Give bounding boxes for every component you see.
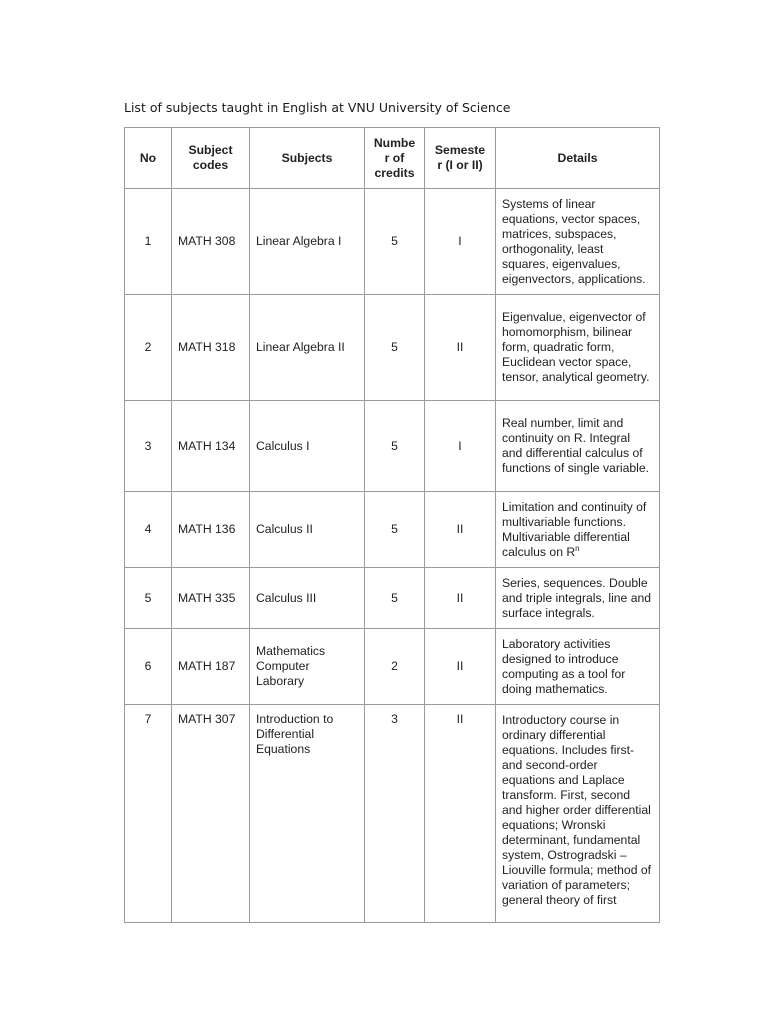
cell-credits: 5 <box>365 401 425 492</box>
cell-code: MATH 134 <box>172 401 250 492</box>
table-row <box>125 295 660 401</box>
superscript-n: n <box>575 543 580 553</box>
cell-credits: 5 <box>365 492 425 568</box>
cell-semester: II <box>425 705 496 923</box>
table-row <box>125 568 660 629</box>
cell-no: 2 <box>125 295 172 401</box>
table-row <box>125 629 660 705</box>
table-row <box>125 401 660 492</box>
cell-details: Real number, limit and continuity on R. Integral and differential calculus of functions of single variable. <box>496 401 660 492</box>
cell-details: Introductory course in ordinary differential equations. Includes first- and second-order equations and Laplace transform. First, second and higher order differential equations; Wronski determinant, fundamental system, Ostrogradski – Liouville formula; method of variation of parameters; general theory of first <box>496 705 660 923</box>
cell-semester: II <box>425 629 496 705</box>
header-no: No <box>125 128 172 189</box>
cell-subject: Introduction to Differential Equations <box>250 705 365 923</box>
cell-details: Laboratory activities designed to introduce computing as a tool for doing mathematics. <box>496 629 660 705</box>
cell-code: MATH 187 <box>172 629 250 705</box>
header-credits: Numbe r of credits <box>365 128 425 189</box>
cell-no: 4 <box>125 492 172 568</box>
cell-semester: II <box>425 492 496 568</box>
table-header-row <box>125 128 660 189</box>
cell-credits: 5 <box>365 568 425 629</box>
cell-subject: Mathematics Computer Laborary <box>250 629 365 705</box>
cell-semester: I <box>425 401 496 492</box>
cell-code: MATH 307 <box>172 705 250 923</box>
cell-subject: Calculus III <box>250 568 365 629</box>
cell-credits: 5 <box>365 189 425 295</box>
cell-subject: Linear Algebra I <box>250 189 365 295</box>
cell-semester: II <box>425 568 496 629</box>
header-subject-codes: Subject codes <box>172 128 250 189</box>
cell-no: 7 <box>125 705 172 923</box>
cell-credits: 5 <box>365 295 425 401</box>
header-semester: Semeste r (I or II) <box>425 128 496 189</box>
table-row <box>125 705 660 923</box>
cell-details: Systems of linear equations, vector spaces, matrices, subspaces, orthogonality, least squares, eigenvalues, eigenvectors, applications. <box>496 189 660 295</box>
cell-details <box>496 492 660 568</box>
header-subjects: Subjects <box>250 128 365 189</box>
cell-semester: II <box>425 295 496 401</box>
cell-subject: Linear Algebra II <box>250 295 365 401</box>
cell-credits: 2 <box>365 629 425 705</box>
page-title: List of subjects taught in English at VNU University of Science <box>124 100 511 115</box>
header-details: Details <box>496 128 660 189</box>
cell-no: 3 <box>125 401 172 492</box>
cell-no: 6 <box>125 629 172 705</box>
table-row <box>125 189 660 295</box>
cell-code: MATH 318 <box>172 295 250 401</box>
cell-code: MATH 136 <box>172 492 250 568</box>
cell-subject: Calculus I <box>250 401 365 492</box>
cell-details: Eigenvalue, eigenvector of homomorphism, bilinear form, quadratic form, Euclidean vector space, tensor, analytical geometry. <box>496 295 660 401</box>
cell-subject: Calculus II <box>250 492 365 568</box>
cell-semester: I <box>425 189 496 295</box>
cell-code: MATH 308 <box>172 189 250 295</box>
subjects-table <box>124 127 660 923</box>
cell-code: MATH 335 <box>172 568 250 629</box>
cell-no: 1 <box>125 189 172 295</box>
cell-no: 5 <box>125 568 172 629</box>
cell-credits: 3 <box>365 705 425 923</box>
details-text: Limitation and continuity of multivariable functions. Multivariable differential calculus on R <box>502 499 647 559</box>
cell-details: Series, sequences. Double and triple integrals, line and surface integrals. <box>496 568 660 629</box>
table-row <box>125 492 660 568</box>
